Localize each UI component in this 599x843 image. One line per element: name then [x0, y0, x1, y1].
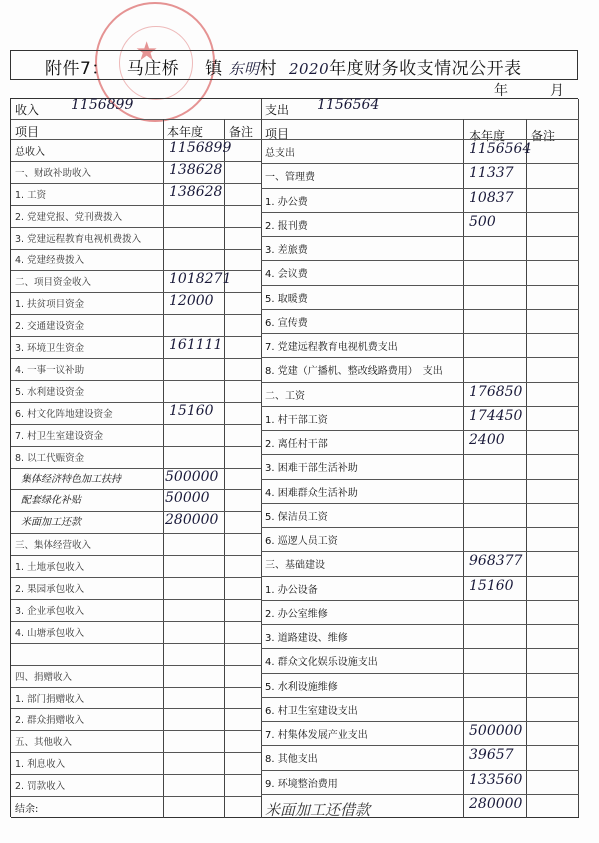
left-row-divider: [11, 161, 261, 162]
title-town: 镇: [205, 59, 223, 79]
left-row-divider: [11, 292, 261, 293]
right-row-divider: [261, 624, 579, 625]
right-row-divider: [261, 576, 579, 577]
right-row-value: 968377: [469, 553, 523, 570]
right-row-divider: [261, 188, 579, 189]
income-label: 收入: [15, 103, 40, 117]
right-row-divider: [261, 794, 579, 795]
right-row-value: 500: [469, 213, 496, 230]
right-header-divider: [261, 139, 579, 140]
left-row-label: 5. 水利建设资金: [15, 386, 85, 398]
left-row-label: 6. 村文化阵地建设资金: [15, 408, 113, 420]
left-row-label: 7. 村卫生室建设资金: [15, 430, 104, 442]
right-row-value: 11337: [469, 165, 514, 182]
right-row-label: 2. 办公室维修: [265, 608, 328, 620]
right-row-divider: [261, 357, 579, 358]
left-row-divider: [11, 533, 261, 534]
right-row-label: 1. 办公设备: [265, 584, 318, 596]
right-row-value: 500000: [469, 723, 523, 740]
left-row-label: 2. 罚款收入: [15, 781, 66, 793]
left-row-divider: [11, 665, 261, 666]
right-row-divider: [261, 479, 579, 480]
right-row-label: 5. 保洁员工资: [265, 511, 328, 523]
left-row-divider: [11, 249, 261, 250]
right-row-label: 8. 党建（广播机、整改线路费用） 支出: [265, 366, 443, 378]
left-row-divider: [11, 643, 261, 644]
left-row-label: 3. 党建远程教育电视机费拨入: [15, 233, 142, 245]
right-row-value: 10837: [469, 189, 514, 206]
right-row-divider: [261, 382, 579, 383]
left-row-divider: [11, 752, 261, 753]
left-row-divider: [11, 380, 261, 381]
right-row-label: 7. 党建远程教育电视机费支出: [265, 342, 398, 354]
title-prefix: 附件7：: [45, 59, 109, 79]
left-row-divider: [11, 730, 261, 731]
right-row-label: 6. 宣传费: [265, 317, 308, 329]
right-row-label: 7. 村集体发展产业支出: [265, 730, 368, 742]
left-row-divider: [11, 227, 261, 228]
left-row-divider: [11, 446, 261, 447]
left-row-label: 2. 群众捐赠收入: [15, 715, 85, 727]
left-row-label: 1. 土地承包收入: [15, 562, 85, 574]
left-row-value: 138628: [169, 161, 223, 178]
left-row-divider: [11, 687, 261, 688]
right-row-divider: [261, 648, 579, 649]
left-row-divider: [11, 314, 261, 315]
left-row-label: 1. 利息收入: [15, 759, 66, 771]
right-row-value: 174450: [469, 407, 523, 424]
left-row-divider: [11, 577, 261, 578]
right-row-label: 4. 困难群众生活补助: [265, 487, 358, 499]
center-divider: [261, 119, 262, 818]
column-header-current-year: 本年度: [167, 125, 204, 139]
right-row-label: 4. 会议费: [265, 269, 308, 281]
right-row-label: 一、管理费: [265, 172, 315, 184]
left-row-divider: [11, 358, 261, 359]
left-row-divider: [11, 489, 261, 490]
right-row-label: 2. 离任村干部: [265, 439, 328, 451]
left-row-label: 四、捐赠收入: [15, 671, 73, 683]
left-row-label: 2. 果园承包收入: [15, 584, 85, 596]
right-row-divider: [261, 236, 579, 237]
right-remark-col-line: [526, 119, 527, 818]
right-row-value: 176850: [469, 383, 523, 400]
page-title: [45, 54, 522, 79]
left-row-label: 1. 部门捐赠收入: [15, 693, 85, 705]
right-row-divider: [261, 673, 579, 674]
right-row-label: 5. 取暖费: [265, 293, 308, 305]
right-row-label: 2. 报刊费: [265, 220, 308, 232]
right-row-divider: [261, 309, 579, 310]
title-village-handwritten: 东明: [228, 60, 260, 78]
left-row-label: 4. 一事一议补助: [15, 364, 85, 376]
right-row-divider: [261, 745, 579, 746]
right-row-value: 133560: [469, 771, 523, 788]
summary-mid-divider: [261, 99, 262, 119]
left-row-label: 4. 山塘承包收入: [15, 627, 85, 639]
left-row-label: 五、其他收入: [15, 737, 73, 749]
right-row-label: 1. 办公费: [265, 196, 308, 208]
right-row-divider: [261, 697, 579, 698]
expense-value: 1156564: [317, 97, 380, 113]
left-row-divider: [11, 402, 261, 403]
left-row-divider: [11, 599, 261, 600]
right-row-divider: [261, 721, 579, 722]
title-village-suffix: 村: [259, 59, 278, 79]
left-row-label: 1. 工资: [15, 189, 47, 201]
right-value-col-line: [463, 119, 464, 818]
left-row-label: 3. 企业承包收入: [15, 605, 85, 617]
right-row-label: 6. 村卫生室建设支出: [265, 705, 358, 717]
right-row-value: 39657: [469, 747, 514, 764]
income-value: 1156899: [71, 97, 134, 113]
left-row-divider: [11, 774, 261, 775]
right-row-divider: [261, 503, 579, 504]
right-row-divider: [261, 430, 579, 431]
left-row-divider: [11, 511, 261, 512]
right-row-divider: [261, 212, 579, 213]
left-row-divider: [11, 796, 261, 797]
right-row-divider: [261, 770, 579, 771]
right-row-divider: [261, 406, 579, 407]
right-row-value: 15160: [469, 577, 514, 594]
left-row-divider: [11, 468, 261, 469]
column-header-item: 项目: [15, 125, 40, 139]
left-row-divider: [11, 205, 261, 206]
left-row-value: 138628: [169, 183, 223, 200]
right-row-label: 6. 巡逻人员工资: [265, 536, 338, 548]
left-row-value: 15160: [169, 402, 214, 419]
summary-row-divider: [11, 119, 579, 120]
left-row-label: 3. 环境卫生资金: [15, 343, 85, 355]
left-row-divider: [11, 621, 261, 622]
right-row-divider: [261, 454, 579, 455]
left-row-label: 米面加工还款: [21, 517, 81, 529]
right-row-divider: [261, 260, 579, 261]
left-row-divider: [11, 336, 261, 337]
right-row-label: 8. 其他支出: [265, 754, 318, 766]
column-header-remark: 备注: [229, 125, 254, 139]
month-label: 月: [550, 83, 564, 99]
left-row-label: 配套绿化补贴: [21, 495, 81, 507]
left-row-value: 161111: [169, 337, 223, 354]
left-row-label: 结余:: [15, 804, 39, 816]
left-row-divider: [11, 708, 261, 709]
left-row-divider: [11, 555, 261, 556]
column-header-current-year-right: 本年度: [469, 129, 506, 143]
left-row-label: 三、集体经营收入: [15, 540, 92, 552]
left-row-label: 8. 以工代赈资金: [15, 452, 85, 464]
left-row-label: 二、项目资金收入: [15, 277, 92, 289]
left-row-label: 4. 党建经费拨入: [15, 255, 85, 267]
right-row-label: 3. 道路建设、维修: [265, 633, 348, 645]
column-header-item-right: 项目: [265, 127, 290, 141]
expense-label: 支出: [265, 103, 290, 117]
left-row-value: 50000: [165, 490, 210, 507]
right-row-label: 4. 群众文化娱乐设施支出: [265, 657, 378, 669]
right-row-label: 5. 水利设施维修: [265, 681, 338, 693]
right-row-label: 1. 村干部工资: [265, 414, 328, 426]
left-row-label: 一、财政补助收入: [15, 167, 92, 179]
seal-star-icon: ★: [135, 37, 159, 67]
left-row-label: 2. 交通建设资金: [15, 321, 85, 333]
title-place: 马庄桥: [126, 59, 180, 79]
left-row-value: 500000: [165, 468, 219, 485]
column-header-remark-right: 备注: [531, 129, 556, 143]
left-row-label: 2. 党建党报、党刊费拨入: [15, 211, 123, 223]
right-row-divider: [261, 163, 579, 164]
left-row-divider: [11, 183, 261, 184]
left-row-divider: [11, 424, 261, 425]
left-row-value: 12000: [169, 293, 214, 310]
right-row-value: 2400: [469, 432, 505, 449]
right-row-value: 280000: [469, 795, 523, 812]
right-row-label: 9. 环境整治费用: [265, 778, 338, 790]
right-row-label: 二、工资: [265, 390, 305, 402]
right-row-label: 3. 差旅费: [265, 245, 308, 257]
title-box: [10, 50, 578, 80]
right-row-divider: [261, 333, 579, 334]
right-row-label: 三、基础建设: [265, 560, 325, 572]
left-row-value: 280000: [165, 512, 219, 529]
right-row-divider: [261, 551, 579, 552]
left-row-value: 1156899: [169, 139, 232, 156]
left-row-label: 总收入: [15, 146, 45, 158]
year-label: 年: [494, 83, 508, 99]
right-row-divider: [261, 285, 579, 286]
left-row-value: 1018271: [169, 271, 232, 288]
left-row-label: 集体经济特色加工扶持: [21, 473, 121, 485]
right-row-label: 3. 困难干部生活补助: [265, 463, 358, 475]
right-row-divider: [261, 600, 579, 601]
right-row-label: 米面加工还借款: [265, 800, 371, 819]
left-row-label: 1. 扶贫项目资金: [15, 299, 85, 311]
right-row-divider: [261, 527, 579, 528]
title-year-handwritten: 2020: [288, 60, 330, 78]
finance-table: [10, 98, 578, 817]
right-row-value: 1156564: [469, 141, 532, 158]
title-suffix: 年度财务收支情况公开表: [329, 59, 522, 79]
table-right-border: [578, 99, 579, 818]
right-row-label: 总支出: [265, 148, 295, 160]
